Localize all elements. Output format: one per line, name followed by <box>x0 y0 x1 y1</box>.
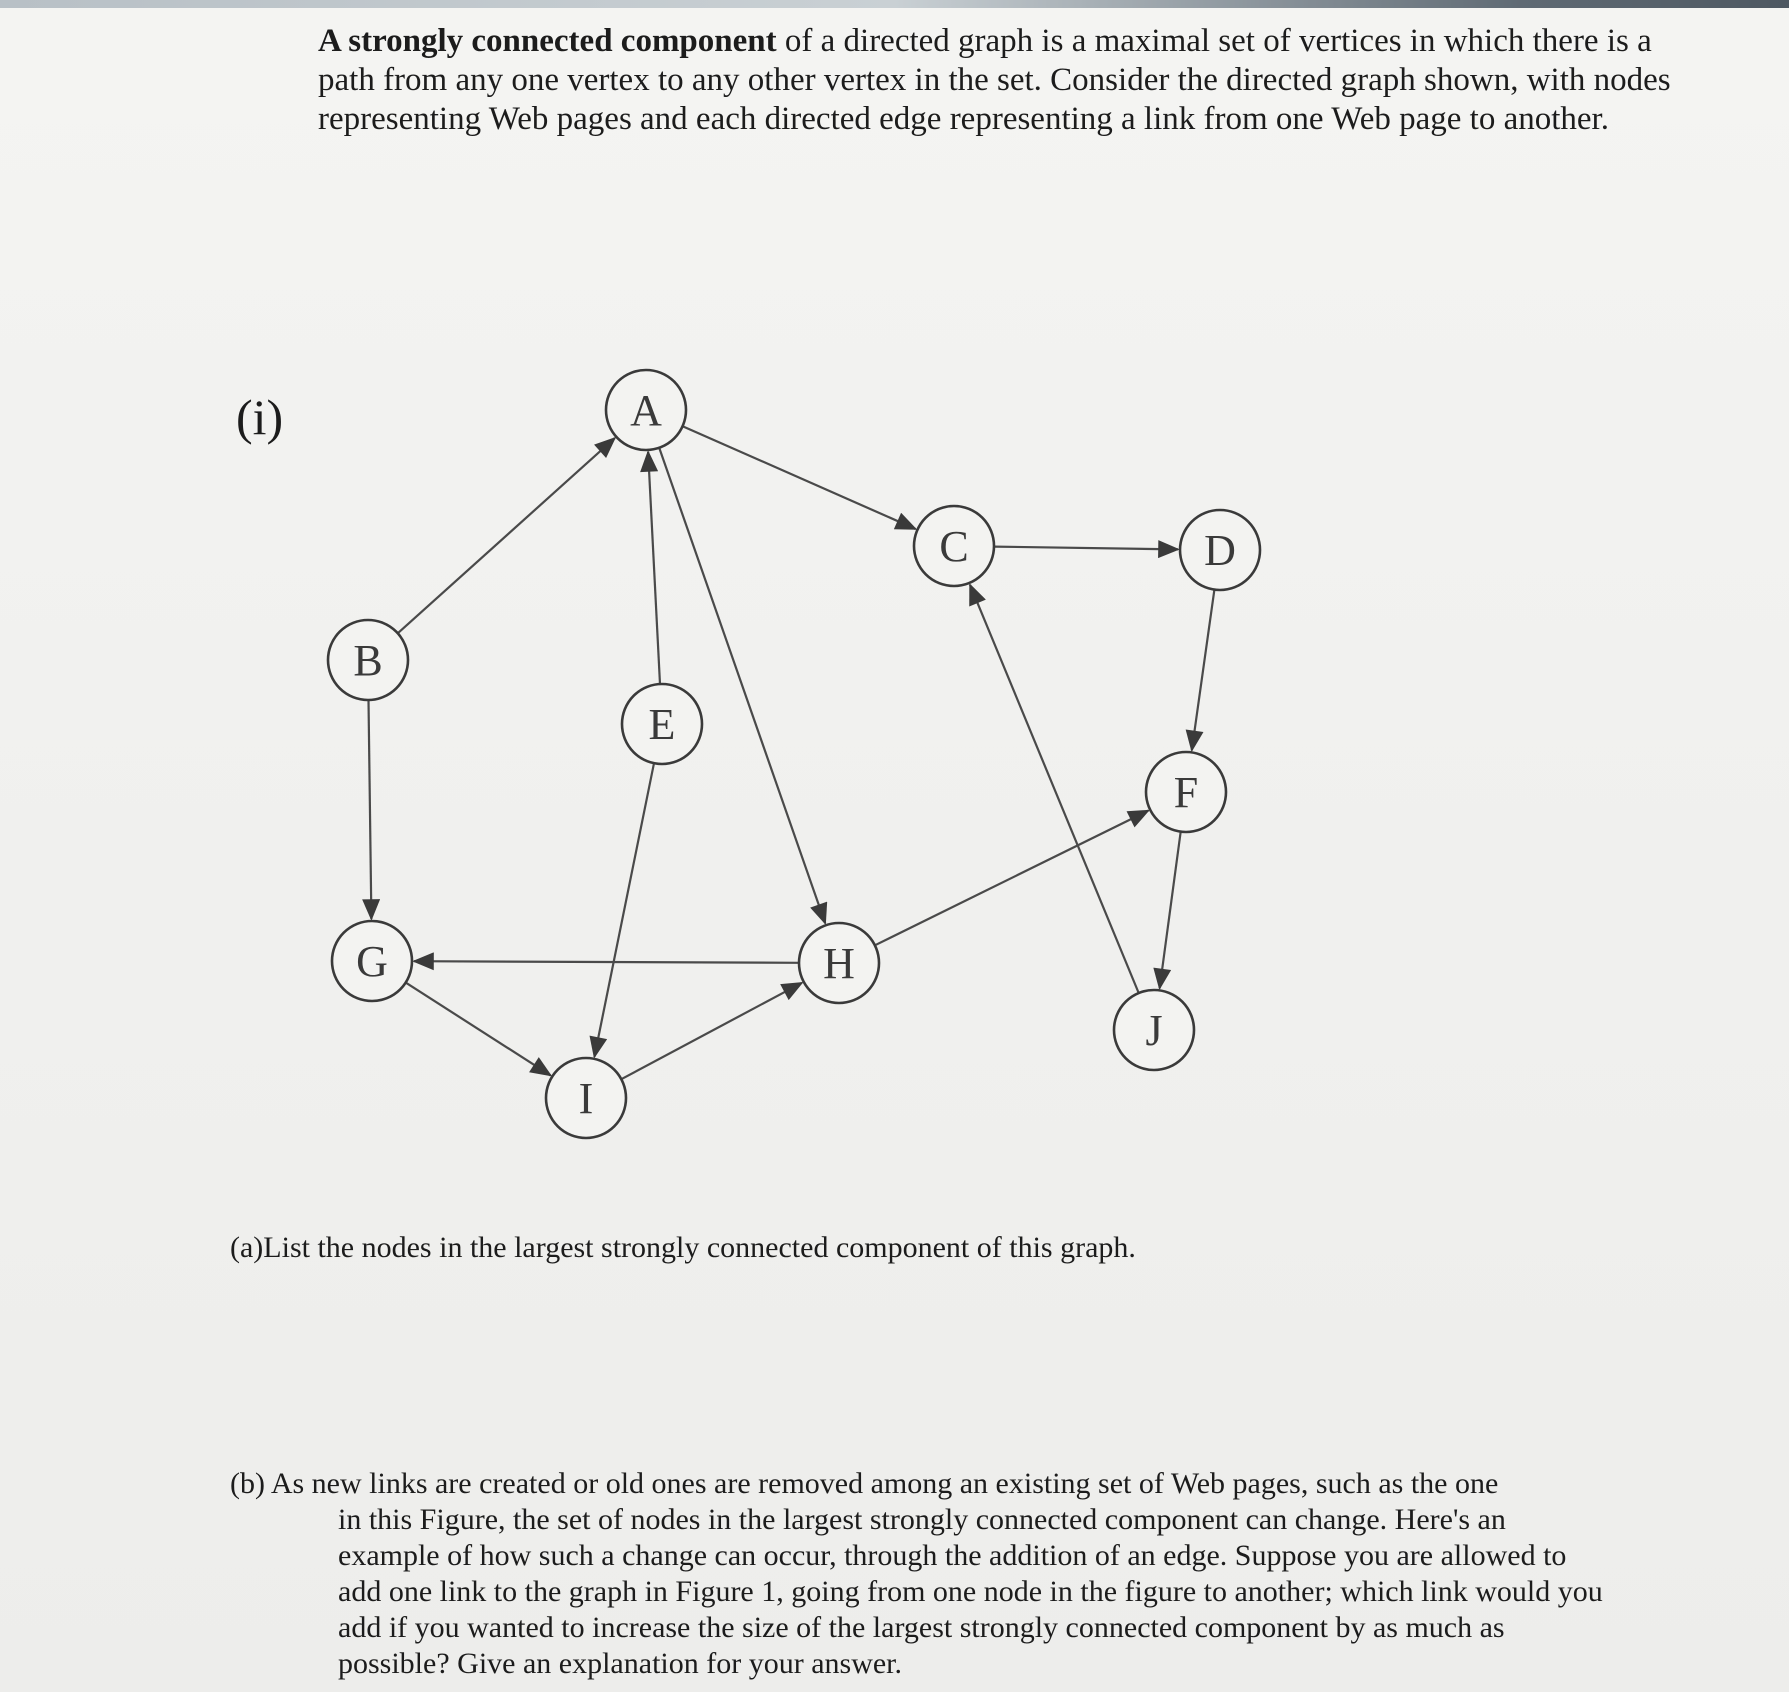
edge-h-to-f <box>875 811 1148 946</box>
node-label: H <box>823 939 855 988</box>
node-c <box>914 506 994 586</box>
node-j <box>1114 990 1194 1070</box>
edge-f-to-j <box>1160 832 1181 989</box>
node-label: G <box>356 937 388 986</box>
node-label: B <box>353 636 383 685</box>
node-label: C <box>939 522 969 571</box>
node-label: F <box>1173 768 1199 817</box>
edge-j-to-c <box>970 585 1139 993</box>
edge-b-to-g <box>369 700 372 919</box>
intro-text: of a directed graph is a maximal set of vertices in which there is a path from any one vertex to any other vertex in the set. Consider the directed graph shown, with nodes representing Web pages and each directed edge representing a link from one Web page to another. <box>318 23 1671 137</box>
edge-c-to-d <box>994 547 1178 550</box>
node-label: D <box>1204 526 1236 575</box>
directed-graph-figure <box>0 8 1789 1692</box>
edge-b-to-a <box>398 438 615 633</box>
question-b <box>230 1466 1610 1682</box>
node-b <box>328 620 408 700</box>
node-h <box>799 923 879 1003</box>
node-i <box>546 1058 626 1138</box>
question-b-first-line: (b) As new links are created or old ones are removed among an existing set of Web pages, such as the one <box>230 1467 1499 1500</box>
edge-e-to-a <box>648 452 660 684</box>
edge-d-to-f <box>1192 590 1215 751</box>
intro-term: A strongly connected component <box>318 23 777 59</box>
node-d <box>1180 510 1260 590</box>
figure-label: (i) <box>236 389 284 445</box>
edge-e-to-i <box>594 763 654 1057</box>
node-label: I <box>578 1074 594 1123</box>
question-a: (a)List the nodes in the largest strongly connected component of this graph. <box>230 1231 1136 1264</box>
edge-h-to-g <box>414 961 799 963</box>
document-page <box>0 8 1789 1692</box>
edge-i-to-h <box>621 983 802 1079</box>
node-label: A <box>630 386 662 435</box>
node-label: E <box>648 700 676 749</box>
node-g <box>332 921 412 1001</box>
node-label: J <box>1145 1006 1163 1055</box>
node-a <box>606 370 686 450</box>
edge-g-to-i <box>406 983 551 1076</box>
question-b-body: in this Figure, the set of nodes in the largest strongly connected component can change. Here's an example of how such a change can occur, through the addition of an edge. Suppose you are allowed to add one link to the graph in Figure 1, going from one node in the figure to another; which link would you add if you wanted to increase the size of the largest strongly connected component by as much as possible? Give an explanation for your answer. <box>338 1503 1603 1680</box>
edge-a-to-h <box>659 448 825 924</box>
node-f <box>1146 752 1226 832</box>
node-e <box>622 684 702 764</box>
edge-a-to-c <box>683 426 916 529</box>
